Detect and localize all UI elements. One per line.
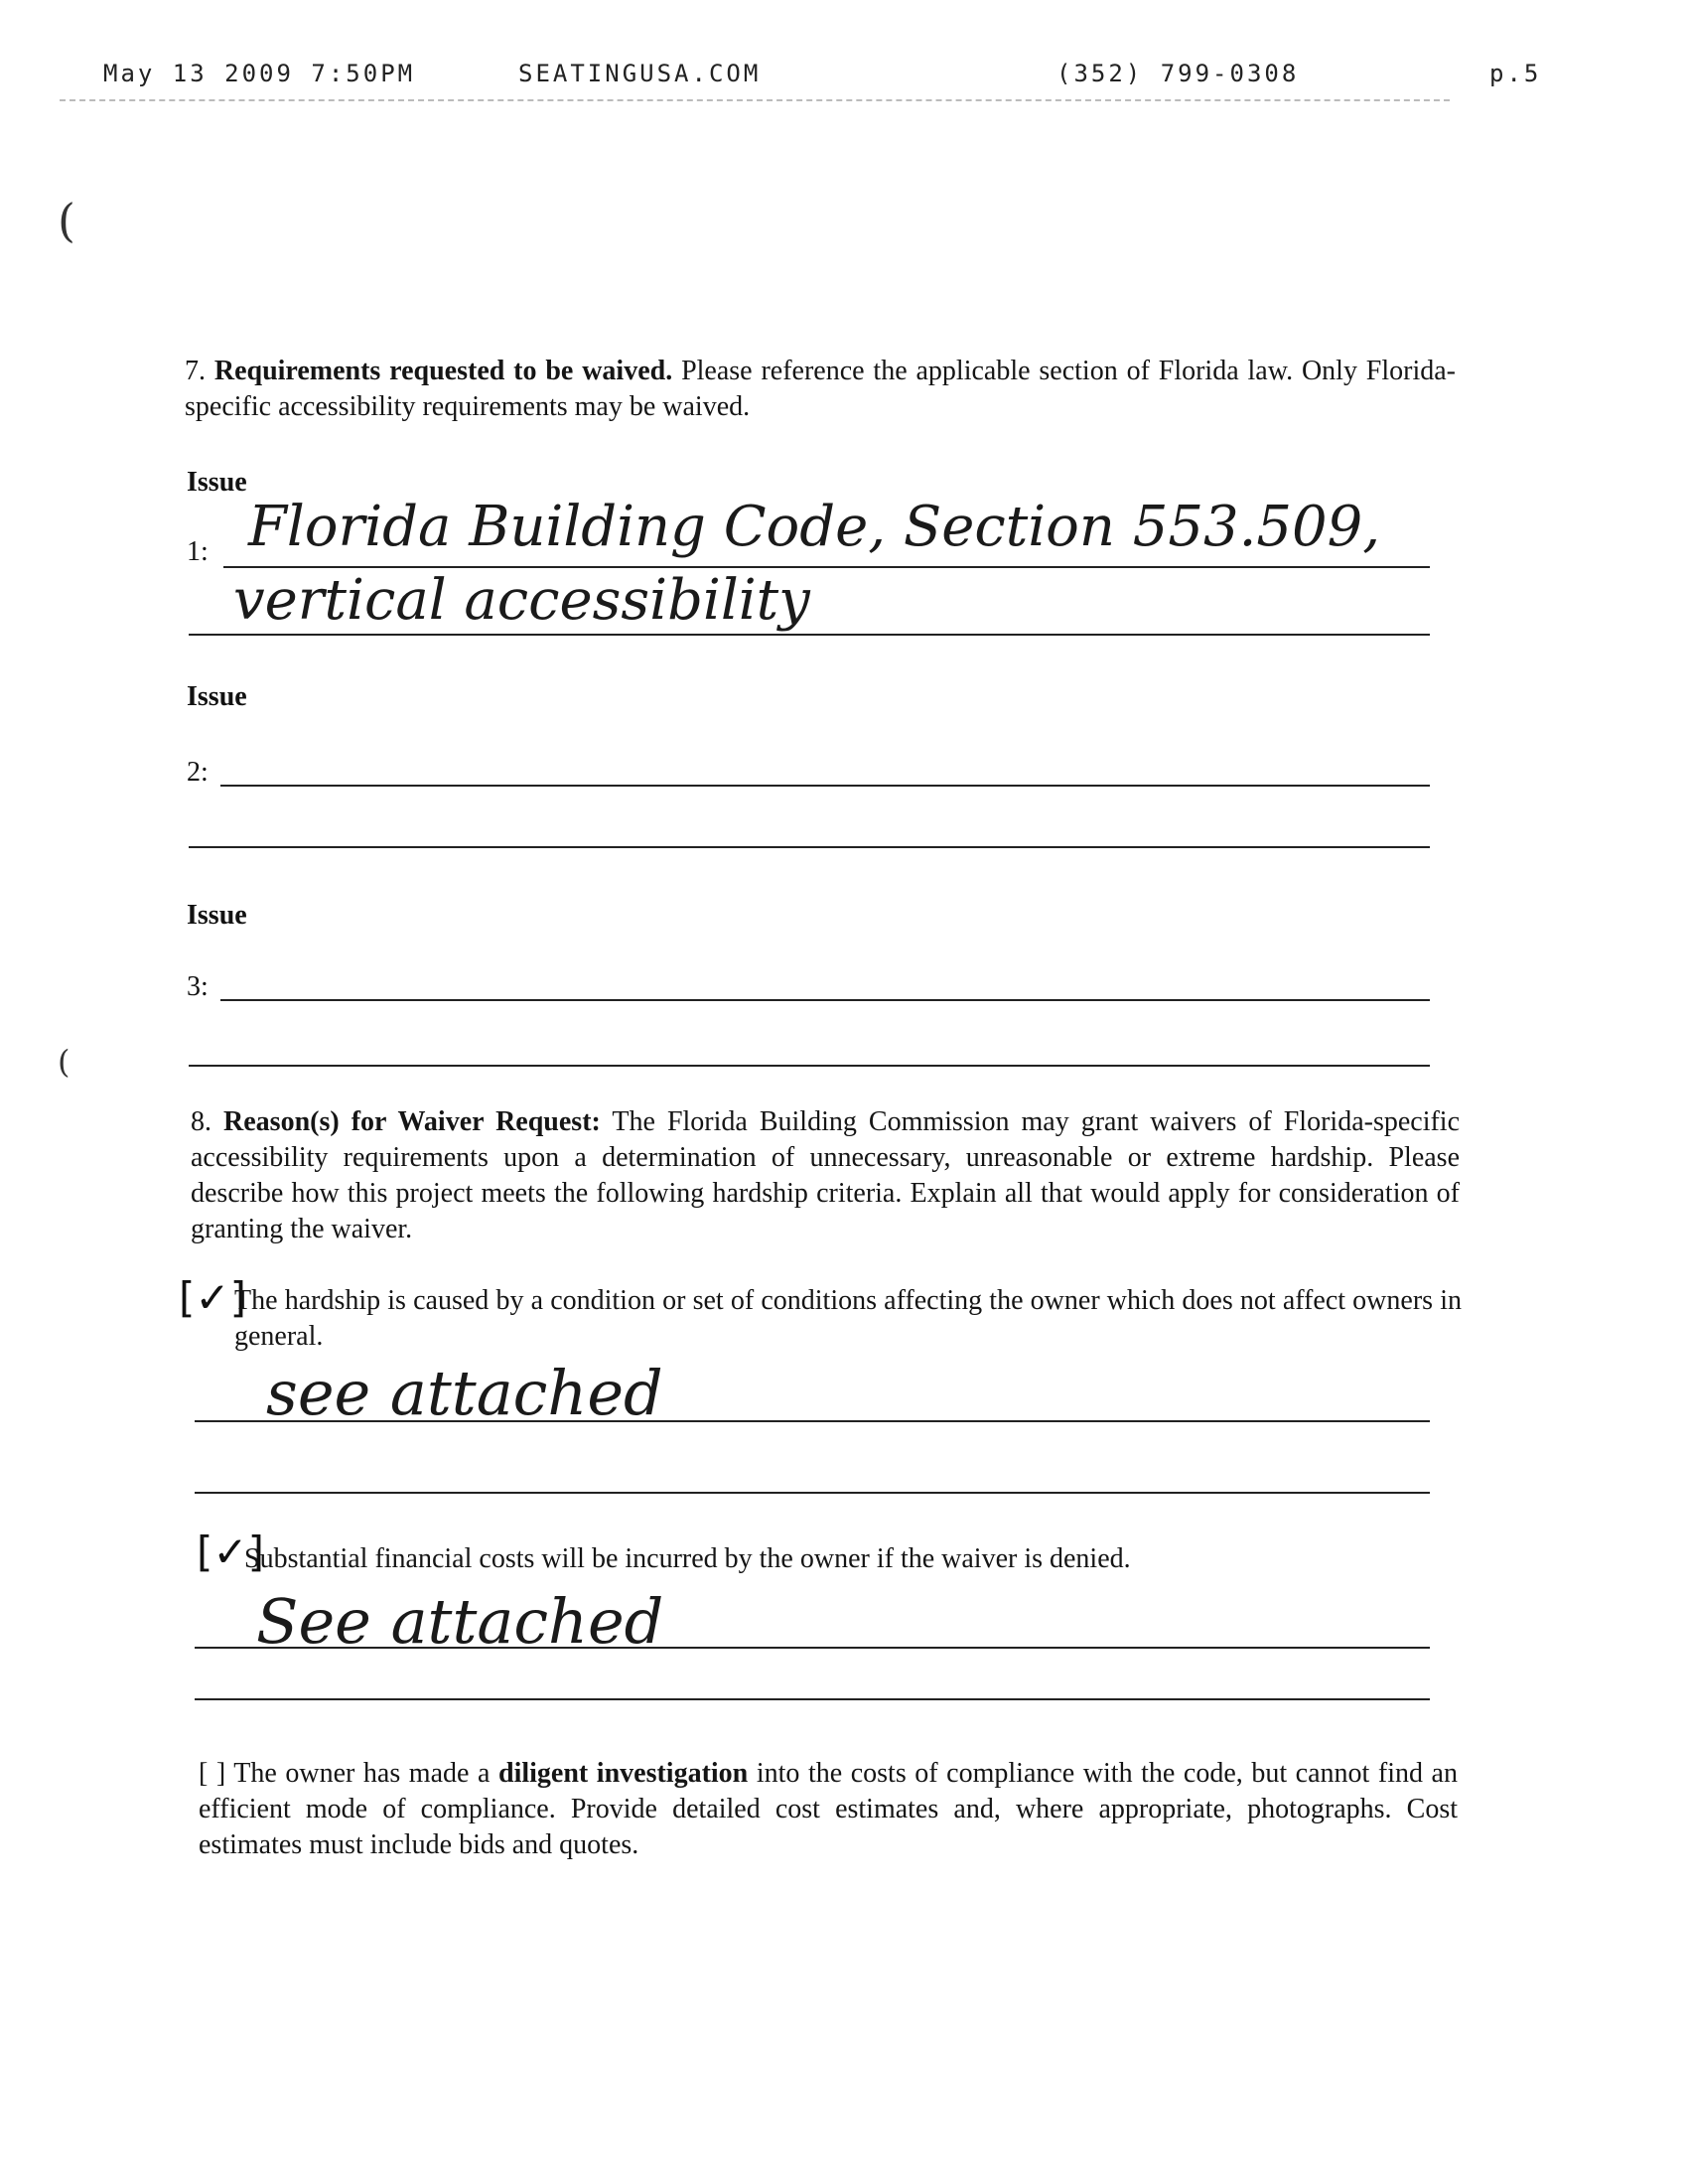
criterion-1-line-2	[195, 1492, 1430, 1494]
section-7-intro	[185, 354, 1456, 425]
criterion-2-line-2	[195, 1698, 1430, 1700]
issue-3-label: Issue	[187, 900, 247, 931]
issue-2-number: 2:	[187, 757, 209, 788]
stray-mark-top: (	[58, 194, 75, 247]
section-8-heading: Reason(s) for Waiver Request:	[223, 1106, 601, 1137]
section-8-text: The Florida Building Commission may grant waivers of Florida-specific accessibility requirements upon a determination of unnecessary, unreasonable or extreme hardship. Please describe how this project meets the following hardship criteria. Explain all that would apply for consideration of granting the waiver.	[191, 1106, 1461, 1244]
criterion-2-handwritten-response: See attached	[256, 1585, 664, 1658]
criterion-1-checkbox[interactable]: [✓]	[179, 1273, 246, 1322]
fax-company: SEATINGUSA.COM	[518, 60, 762, 87]
criterion-3-text-bold: diligent investigation	[498, 1758, 749, 1789]
issue-3-number: 3:	[187, 971, 209, 1002]
fax-page-number: p.5	[1489, 60, 1542, 87]
criterion-2-text: Substantial financial costs will be incurred by the owner if the waiver is denied.	[244, 1543, 1131, 1574]
issue-1-number: 1:	[187, 536, 209, 567]
section-8-number: 8.	[191, 1106, 211, 1137]
fax-divider	[60, 99, 1450, 101]
stray-mark-middle: (	[58, 1043, 70, 1081]
criterion-1-text: The hardship is caused by a condition or set of conditions affecting the owner which does not affect owners in general.	[234, 1285, 1462, 1352]
criterion-1-line-1	[195, 1420, 1430, 1422]
criterion-2-checkbox[interactable]: [✓]	[197, 1528, 264, 1576]
fax-phone: (352) 799-0308	[1056, 60, 1300, 87]
criterion-3-checkbox[interactable]: [ ]	[199, 1758, 226, 1789]
fax-date: May 13 2009 7:50PM	[103, 60, 416, 87]
issue-1-handwritten-line-1: Florida Building Code, Section 553.509,	[248, 495, 1381, 559]
issue-1-handwritten-line-2: vertical accessibility	[233, 568, 810, 633]
issue-3-line-2	[189, 1065, 1430, 1067]
issue-2-line-1	[220, 785, 1430, 787]
criterion-3-text-post: into the costs of compliance with the code, but cannot find an efficient mode of compliance. Provide detailed cost estimates and, where appropriate, photographs. Cost estimates must include bids and quotes.	[199, 1758, 1458, 1860]
section-7-heading: Requirements requested to be waived.	[213, 356, 673, 386]
criterion-2-line-1	[195, 1647, 1430, 1649]
issue-1-label: Issue	[187, 467, 247, 498]
section-8-intro	[191, 1104, 1460, 1247]
issue-1-line-2	[189, 634, 1430, 636]
fax-header	[0, 60, 1688, 99]
criterion-1-handwritten-response: see attached	[266, 1357, 663, 1429]
section-7-text: Please reference the applicable section of Florida law. Only Florida-specific accessibility requirements may be waived.	[185, 356, 1457, 422]
issue-3-line-1	[220, 999, 1430, 1001]
criterion-3-text-pre: The owner has made a	[233, 1758, 498, 1789]
issue-2-label: Issue	[187, 681, 247, 712]
criterion-3-text	[199, 1756, 1458, 1863]
issue-2-line-2	[189, 846, 1430, 848]
section-7-number: 7.	[185, 356, 206, 386]
